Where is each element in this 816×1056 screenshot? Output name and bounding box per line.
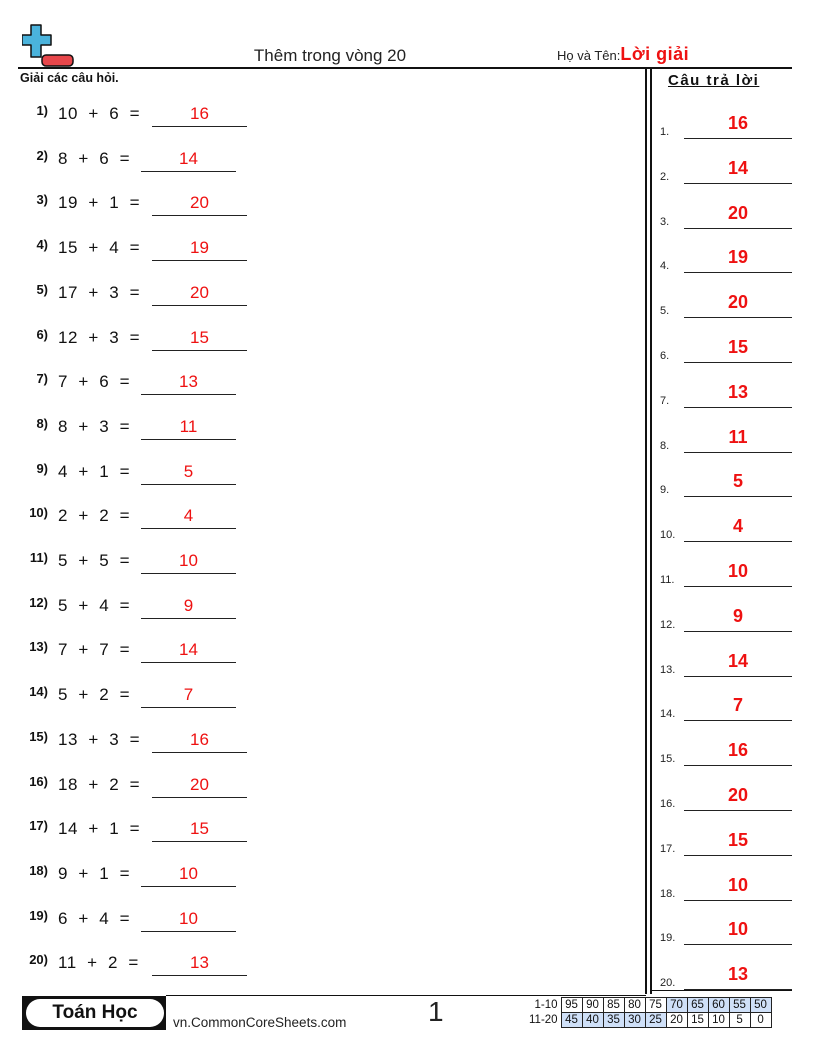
problem-answer[interactable]: 13 [179, 372, 198, 392]
problem-answer[interactable]: 4 [183, 506, 194, 526]
problem-row [0, 681, 270, 711]
problem-answer[interactable]: 14 [179, 640, 198, 660]
problem-number: 3) [36, 192, 48, 208]
answer-line [141, 394, 236, 395]
score-cell: 35 [603, 1013, 624, 1028]
score-cell: 0 [750, 1013, 771, 1028]
problem-answer[interactable]: 15 [190, 327, 209, 347]
answer-key-line [684, 631, 792, 632]
problem-number: 7) [36, 371, 48, 387]
problem-row [0, 145, 270, 175]
problem-number: 2) [36, 147, 48, 163]
answer-line [141, 618, 236, 619]
problem-expression: 5 + 5 = [58, 551, 131, 570]
answer-line [152, 752, 247, 753]
answer-key-line [684, 720, 792, 721]
answer-key-number: 20. [660, 977, 676, 990]
answer-line [141, 931, 236, 932]
answer-line [141, 171, 236, 172]
answer-key-line [684, 855, 792, 856]
problem-answer[interactable]: 9 [183, 595, 194, 615]
problem-expression: 7 + 7 = [58, 640, 131, 660]
answer-key-value: 15 [727, 337, 749, 357]
problem-row [0, 502, 270, 532]
answer-key-value: 19 [727, 247, 749, 268]
problem-row [0, 592, 270, 622]
answer-key-value: 16 [727, 113, 749, 133]
problem-expression: 7 + 6 = [58, 372, 131, 392]
problem-number: 1) [36, 103, 48, 118]
answer-key-row [660, 829, 795, 859]
score-cell: 40 [582, 1013, 603, 1028]
problem-answer[interactable]: 16 [190, 729, 209, 749]
score-cell: 50 [750, 998, 771, 1013]
score-row [526, 1013, 771, 1028]
answer-key-row [660, 246, 795, 276]
score-cell: 60 [708, 998, 729, 1013]
problem-expression: 10 + 6 = [58, 104, 141, 123]
problem-expression: 19 + 1 = [58, 193, 141, 213]
answer-key-line [684, 765, 792, 766]
score-cell: 70 [666, 998, 687, 1013]
problem-number: 17) [29, 818, 48, 834]
answer-key-line [684, 496, 792, 497]
answer-key-value: 4 [732, 516, 743, 537]
answer-key-number: 13. [660, 663, 676, 676]
header-divider [18, 67, 792, 69]
problem-row [0, 547, 270, 577]
answer-key-row [660, 470, 795, 500]
answer-line [152, 841, 247, 842]
answer-key-number: 15. [660, 753, 676, 766]
problem-row [0, 771, 270, 801]
answer-key-row [660, 515, 795, 545]
answer-key-number: 4. [660, 260, 670, 273]
answer-key-value: 13 [727, 964, 749, 985]
answer-key-value: 11 [728, 426, 748, 447]
problem-row [0, 189, 270, 219]
problem-number: 20) [29, 952, 48, 968]
answer-line [152, 350, 247, 351]
answer-key-number: 3. [660, 215, 670, 228]
answer-key-line [684, 138, 792, 139]
answer-key-number: 11. [660, 574, 675, 586]
answer-key-row [660, 650, 795, 680]
answer-key-line [684, 272, 792, 273]
name-field [557, 44, 689, 65]
answer-key-number: 8. [660, 439, 670, 452]
score-cell: 90 [582, 998, 603, 1013]
answer-key-row [660, 157, 795, 187]
answer-key-line [684, 317, 792, 318]
answer-line [141, 707, 236, 708]
answer-key-value: 20 [727, 785, 749, 805]
answer-line [141, 484, 236, 485]
footer-divider [652, 990, 792, 991]
answer-key-number: 18. [660, 887, 676, 900]
answer-key-row [660, 874, 795, 904]
score-range-label: 1-10 [534, 999, 558, 1011]
answer-key-value: 10 [727, 561, 749, 581]
answer-key-row [660, 202, 795, 232]
answer-key-value: 16 [727, 740, 749, 761]
problem-answer[interactable]: 20 [190, 193, 209, 213]
problem-number: 10) [29, 505, 48, 521]
page-number: 1 [428, 996, 444, 1027]
problem-answer[interactable]: 20 [190, 774, 209, 794]
column-divider [650, 68, 652, 994]
answer-key-number: 6. [660, 350, 670, 362]
answer-key-value: 20 [727, 292, 749, 313]
instructions: Giải các câu hỏi. [20, 71, 119, 85]
score-cell: 65 [687, 998, 708, 1013]
problem-row [0, 726, 270, 756]
problem-answer[interactable]: 7 [183, 685, 194, 705]
answer-key-number: 19. [660, 932, 676, 945]
answer-key-line [684, 810, 792, 811]
answer-line [152, 305, 247, 306]
problem-row [0, 234, 270, 264]
answer-key-value: 20 [727, 202, 749, 223]
score-cell: 95 [561, 998, 582, 1013]
problem-row [0, 368, 270, 398]
answer-key-value: 5 [732, 471, 743, 492]
answer-key-line [684, 362, 792, 363]
score-cell: 80 [624, 998, 645, 1013]
problem-expression: 4 + 1 = [58, 461, 131, 481]
subject-badge: Toán Học [26, 999, 164, 1027]
answer-key-title: Câu trả lời [668, 72, 760, 89]
answer-line [152, 260, 247, 261]
worksheet-title: Thêm trong vòng 20 [253, 46, 407, 65]
problem-number: 15) [29, 728, 48, 744]
score-range-label: 11-20 [529, 1014, 558, 1026]
score-cell: 30 [624, 1013, 645, 1028]
answer-key-value: 10 [727, 874, 749, 895]
problem-answer[interactable]: 19 [190, 238, 209, 258]
problem-number: 6) [36, 326, 48, 342]
problem-expression: 5 + 2 = [58, 685, 131, 705]
problem-row [0, 815, 270, 845]
answer-key-row [660, 112, 795, 142]
score-cell: 5 [729, 1013, 750, 1028]
score-cell: 20 [666, 1013, 687, 1028]
answer-key-row [660, 560, 795, 590]
answer-key-row [660, 291, 795, 321]
answer-key-row [660, 739, 795, 769]
answer-key-line [684, 183, 792, 184]
problem-number: 5) [36, 281, 48, 297]
answer-line [152, 126, 247, 127]
problem-expression: 13 + 3 = [58, 729, 141, 749]
score-cell: 85 [603, 998, 624, 1013]
answer-line [152, 215, 247, 216]
score-cell: 25 [645, 1013, 666, 1028]
score-cell: 45 [561, 1013, 582, 1028]
answer-key-value: 13 [727, 381, 749, 402]
problem-number: 4) [36, 237, 48, 253]
answer-key-line [684, 407, 792, 408]
problem-answer[interactable]: 15 [190, 819, 209, 839]
answer-key-row [660, 918, 795, 948]
problem-answer[interactable]: 10 [179, 863, 198, 883]
answer-key-line [684, 676, 792, 677]
answer-key-row [660, 694, 795, 724]
answer-key-row [660, 336, 795, 366]
problem-number: 19) [29, 907, 48, 923]
problem-number: 16) [29, 773, 48, 789]
answer-key-line [684, 944, 792, 945]
column-divider [645, 68, 647, 994]
problem-answer[interactable]: 10 [179, 551, 198, 570]
problem-number: 13) [29, 639, 48, 655]
problem-number: 12) [29, 594, 48, 610]
answer-key-row [660, 605, 795, 635]
answer-key-line [684, 541, 792, 542]
problem-answer[interactable]: 10 [179, 908, 198, 928]
problem-expression: 8 + 3 = [58, 416, 131, 436]
answer-key-value: 7 [732, 695, 743, 716]
answer-key-number: 9. [660, 484, 670, 497]
problem-expression: 2 + 2 = [58, 506, 131, 526]
problem-number: 9) [36, 460, 48, 476]
name-label: Họ và Tên: [557, 48, 621, 63]
answer-line [141, 439, 236, 440]
answer-key-number: 1. [660, 126, 670, 138]
answer-key-number: 2. [660, 170, 670, 183]
problem-row [0, 636, 270, 666]
problem-number: 11) [29, 550, 48, 565]
answer-key-value: 9 [732, 605, 743, 626]
answer-key-number: 12. [660, 618, 676, 631]
problem-answer[interactable]: 13 [190, 953, 209, 973]
problem-expression: 18 + 2 = [58, 774, 141, 794]
answer-line [141, 528, 236, 529]
name-value: Lời giải [620, 44, 690, 64]
problem-row [0, 905, 270, 935]
problem-row [0, 949, 270, 979]
problem-number: 8) [36, 415, 48, 431]
problem-expression: 17 + 3 = [58, 282, 141, 302]
site-link[interactable]: vn.CommonCoreSheets.com [173, 1015, 347, 1030]
answer-key-value: 14 [727, 650, 749, 671]
problem-row [0, 324, 270, 354]
score-cell: 75 [645, 998, 666, 1013]
problem-row [0, 413, 270, 443]
answer-line [141, 662, 236, 663]
problem-answer[interactable]: 5 [183, 461, 194, 481]
problem-answer[interactable]: 11 [179, 416, 198, 436]
answer-line [152, 797, 247, 798]
problem-answer[interactable]: 20 [190, 282, 209, 302]
answer-line [141, 886, 236, 887]
problem-expression: 11 + 2 = [58, 953, 139, 973]
answer-key-number: 14. [660, 708, 676, 721]
score-row [526, 998, 771, 1013]
answer-key-row [660, 426, 795, 456]
score-table [526, 997, 772, 1028]
answer-line [152, 975, 247, 976]
problem-number: 18) [29, 862, 48, 878]
answer-key-number: 7. [660, 394, 670, 407]
problem-answer[interactable]: 16 [190, 104, 209, 123]
problem-expression: 14 + 1 = [58, 819, 141, 839]
problem-row [0, 860, 270, 890]
problem-row [0, 100, 270, 130]
answer-key-line [684, 586, 792, 587]
answer-key-number: 5. [660, 305, 670, 318]
answer-key-number: 16. [660, 798, 676, 810]
footer-divider [166, 995, 646, 996]
answer-key-value: 10 [727, 919, 749, 940]
answer-key-line [684, 452, 792, 453]
problem-row [0, 458, 270, 488]
problem-number: 14) [29, 684, 48, 700]
score-cell: 10 [708, 1013, 729, 1028]
answer-key-number: 17. [660, 842, 676, 855]
answer-key-number: 10. [660, 529, 676, 542]
answer-key-value: 15 [727, 829, 749, 850]
score-cell: 15 [687, 1013, 708, 1028]
problem-expression: 9 + 1 = [58, 863, 131, 883]
answer-key-row [660, 784, 795, 814]
problem-expression: 5 + 4 = [58, 595, 131, 615]
problem-expression: 12 + 3 = [58, 327, 141, 347]
answer-key-row [660, 963, 795, 993]
answer-key-line [684, 228, 792, 229]
problem-row [0, 279, 270, 309]
problem-expression: 8 + 6 = [58, 148, 131, 168]
plus-minus-logo-icon [22, 24, 80, 68]
problem-expression: 6 + 4 = [58, 908, 131, 928]
answer-key-value: 14 [727, 157, 749, 178]
answer-key-row [660, 381, 795, 411]
answer-line [141, 573, 236, 574]
score-cell: 55 [729, 998, 750, 1013]
problem-answer[interactable]: 14 [179, 148, 198, 168]
problem-expression: 15 + 4 = [58, 238, 141, 258]
answer-key-line [684, 900, 792, 901]
